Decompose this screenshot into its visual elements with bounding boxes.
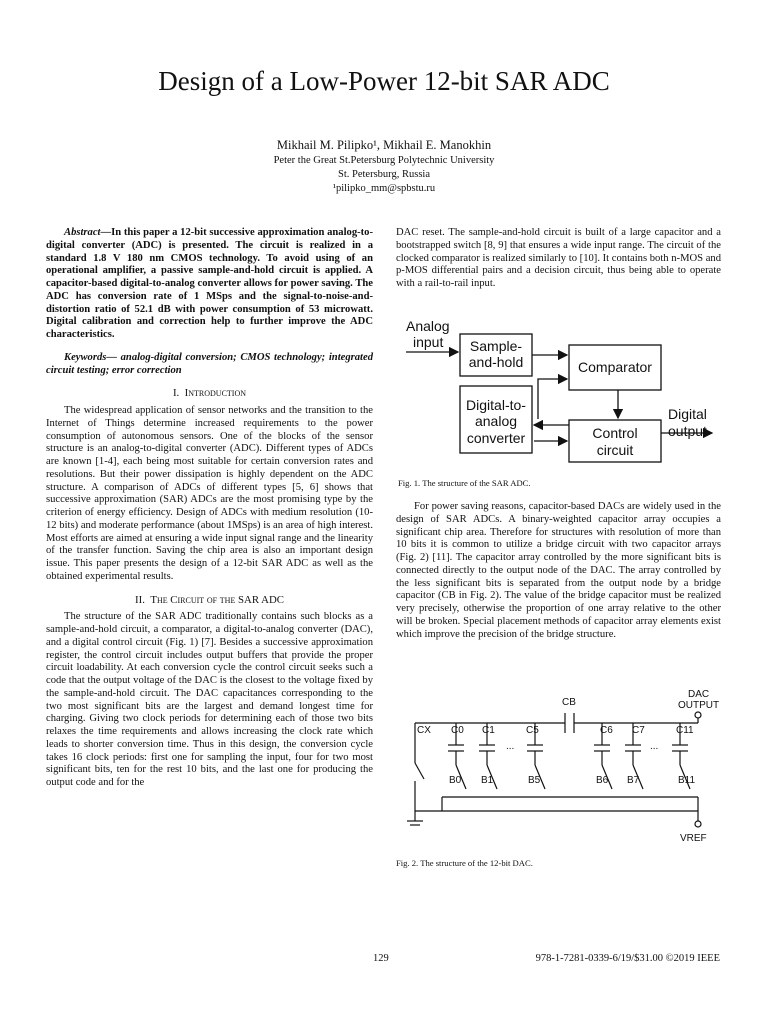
abstract: Abstract—In this paper a 12-bit successive approximation analog-to-digital converter (ADC) is presented. The circuit is realized in a standard 1.8 V 180 nm CMOS technology. To avoid using of an operational amplifier, a passive sample-and-hold circuit is applied. A capacitor-based digital-to-analog converter allows for power saving. The ADC has conversion rate of 1 MSps and the signal-to-noise-and-distortion ratio of 52.1 dB with power consumption of 53 microwatt. Digital calibration and correction help to further improve the ADC characteristics. (46, 227, 373, 340)
paragraph: The widespread application of sensor networks and the transition to the Internet of Things determine increased requirements to the power consumption of autonomous sensors. One of the blocks of the sensor structure is an analog-to-digital converter (ADC). Different types of ADCs are known [1-4], each being most suitable for certain conversion rates and resolutions. But their power dissipation is highly dependent on the ADC structure. A comparison of ADCs of different types [5, 6] shows that successive approximation (SAR) ADCs are the most promising type by the criterion of energy efficiency. Design of ADCs with medium resolution (10-12 bits) and moderate performance (about 1MSps) is an area of high interest. Most efforts are aimed at ensuring a wide input signal range and the linearity of the transfer function. Saving the chip area is also an important design issue. This paper presents the design of a 12-bit SAR ADC as well as the obtained experimental results. (46, 405, 373, 582)
paragraph: For power saving reasons, capacitor-based DACs are widely used in the design of SAR ADCs. A binary-weighted capacitor array occupies a significant chip area. Therefore for structures with resolution of more than 10 bits it is common to utilize a bridge circuit with two capacitor arrays (Fig. 2) [11]. The capacitor array controlled by the more significant bits is connected directly to the output node of the DAC. The array controlled by the less significant bits is separated from the output node by a bridge capacitor (CB in Fig. 2). The value of the bridge capacitor must be realized very precisely, otherwise the proportion of one array relative to the other will be broken. Special placement methods of capacitor array elements exist which improve the precision of the bridge structure. (396, 501, 721, 640)
section-number: I. (172, 387, 180, 400)
figure-1-block-diagram (398, 316, 724, 476)
label-ctrl2: circuit (596, 442, 634, 458)
label-digital: Digital (668, 406, 707, 422)
label-sh2: and-hold (468, 354, 524, 370)
right-column-top (396, 227, 721, 291)
label-sh1: Sample- (469, 338, 523, 354)
label-dac3: converter (466, 430, 526, 446)
email: ¹pilipko_mm@spbstu.ru (332, 183, 436, 194)
paragraph: DAC reset. The sample-and-hold circuit is built of a large capacitor and a bootstrapped switch [8, 9] that ensures a wide input range. The circuit of the clocked comparator is realized similarly to [10]. It contains both n-MOS and p-MOS differential pairs and a decision circuit, thus being able to operate with a rail-to-rail input. (396, 227, 721, 289)
bit-b1: B1 (481, 775, 494, 786)
abstract-text: In this paper a 12-bit successive approximation analog-to-digital converter (ADC) is presented. The circuit is realized in a standard 1.8 V 180 nm CMOS technology. To avoid using of an operational amplifier, a passive sample-and-hold circuit is applied. A capacitor-based digital-to-analog converter allows for power saving. The ADC has conversion rate of 1 MSps and the signal-to-noise-and-distortion ratio of 52.1 dB with power consumption of 53 microwatt. Digital calibration and correction help to further improve the ADC characteristics. (46, 227, 373, 340)
bit-b6: B6 (596, 775, 609, 786)
cap-cx: CX (417, 725, 431, 736)
section-heading-1 (46, 387, 373, 400)
cap-c7: C7 (632, 725, 645, 736)
label-ctrl1: Control (592, 425, 638, 441)
author-names: Mikhail M. Pilipko¹, Mikhail E. Manokhin (276, 138, 492, 152)
dots-high: ... (650, 741, 659, 752)
bit-b5: B5 (528, 775, 541, 786)
figure-2-dac-schematic (402, 685, 722, 845)
paper-title: Design of a Low-Power 12-bit SAR ADC (158, 66, 610, 96)
right-column-bottom (396, 501, 721, 641)
dots-low: ... (506, 741, 515, 752)
label-dac: DAC (688, 689, 710, 700)
abstract-label: Abstract (64, 227, 101, 238)
cap-c1: C1 (482, 725, 495, 736)
section-number: II. (135, 593, 145, 606)
label-dac1: Digital-to- (466, 397, 526, 413)
keywords: Keywords— analog-digital conversion; CMOS technology; integrated circuit testing; error correction (46, 351, 373, 376)
label-vref: VREF (680, 833, 707, 844)
affiliation: Peter the Great St.Petersburg Polytechnic University (273, 155, 495, 166)
page-number: 129 (373, 953, 389, 964)
bit-b0: B0 (449, 775, 462, 786)
figure-2-caption: Fig. 2. The structure of the 12-bit DAC. (396, 858, 533, 868)
cap-c0: C0 (451, 725, 464, 736)
label-dac2: analog (474, 413, 518, 429)
keywords-text: analog-digital conversion; CMOS technology; integrated circuit testing; error correction (46, 351, 373, 376)
label-analog: Analog (406, 318, 450, 334)
label-comparator: Comparator (578, 359, 652, 375)
paragraph: The structure of the SAR ADC traditionally contains such blocks as a sample-and-hold circuit, a comparator, a digital-to-analog converter (DAC), and a digital control circuit (Fig. 1) [7]. Besides a successive approximation register, the control circuit includes output buffers that provide the proper circuit loadability. At each conversion cycle the control circuit seeks such a code that the output voltage of the DAC is the closest to the voltage fixed by the sample-and-hold circuit. The DAC capacitances corresponding to the two most significant bits are the largest and demand longest time for charging. Giving two clock periods for determining each of those two bits relaxes the time requirements and allows increasing the clock rate which leads to shorter conversion time. Thus in this design, the conversion cycle takes 16 clock periods: first one for sampling the input, four for two most significant bits, ten for the rest 10 bits, and the last one for producing the output code and for the (46, 611, 373, 788)
label-input: input (413, 334, 444, 350)
cap-c5: C5 (526, 725, 539, 736)
section-title: The Circuit of the SAR ADC (150, 593, 284, 606)
section-title: Introduction (184, 387, 247, 400)
cap-c6: C6 (600, 725, 613, 736)
bit-b11: B11 (678, 775, 696, 786)
city: St. Petersburg, Russia (338, 169, 430, 180)
bit-b7: B7 (627, 775, 640, 786)
left-column (46, 227, 373, 790)
section-heading-2 (46, 594, 373, 607)
label-cb: CB (562, 697, 576, 708)
isbn-line: 978-1-7281-0339-6/19/$31.00 ©2019 IEEE (535, 953, 720, 964)
keywords-label: Keywords (64, 351, 107, 363)
label-dac-output: OUTPUT (678, 700, 720, 711)
figure-1-caption: Fig. 1. The structure of the SAR ADC. (398, 478, 531, 488)
cap-c11: C11 (676, 725, 694, 736)
label-output: output (668, 423, 707, 439)
